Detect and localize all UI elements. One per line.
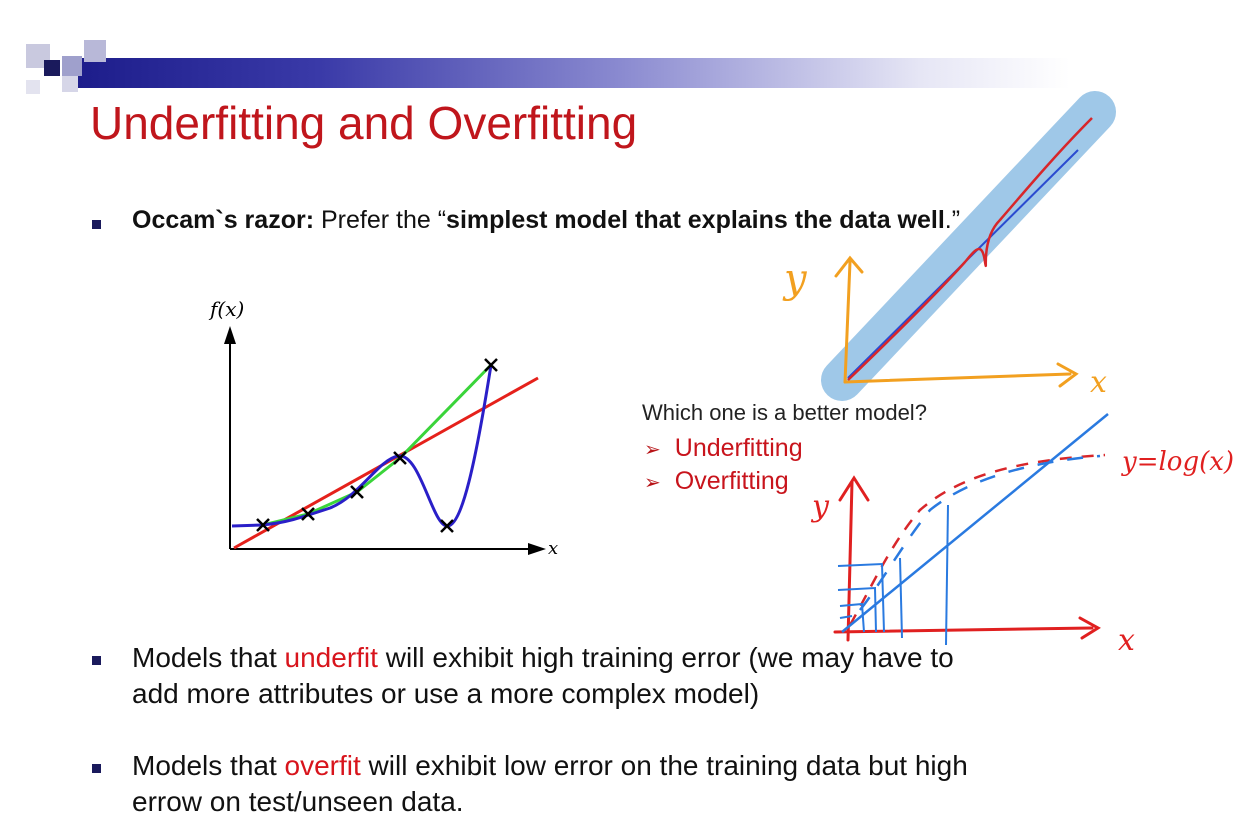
sketch-bottom-blue-line [842,414,1108,632]
sketch-bottom-x-label: x [1118,623,1135,658]
sketch-log-label: y=log(x) [1122,447,1235,477]
sketch-top-y-label: y [784,256,807,302]
slide-title: Underfitting and Overfitting [90,97,638,149]
highlighter-stroke [842,112,1095,380]
overfit-highlight: overfit [284,750,361,781]
arrow-right-icon: ➢ [644,439,661,461]
underfit-bullet-line2: add more attributes or use a more complex model) [132,678,760,709]
bullet-text-post: will exhibit high training error (we may have to [377,642,954,673]
sketch-bottom-y-label: y [812,489,829,524]
occam-label: Occam`s razor: [132,206,315,234]
overfit-bullet-line1 [132,748,968,784]
sketch-top-x-label: x [1090,365,1107,400]
sketch-log-curve [850,455,1105,625]
underfit-bullet-line1 [132,640,954,676]
occam-suffix: .” [944,206,961,234]
underfit-bullet-text [132,640,954,712]
question-text: Which one is a better model? [642,400,927,425]
overfit-bullet-line2: errow on test/unseen data. [132,786,464,817]
occam-bold: simplest model that explains the data well [446,206,945,234]
bullet-marker [92,656,101,665]
underfit-highlight: underfit [284,642,378,673]
sketch-bottom-x-axis [835,618,1098,638]
bullet-marker [92,764,101,773]
arrow-right-icon: ➢ [644,472,661,494]
option-label: Overfitting [674,467,789,495]
figure-xlabel: x [548,538,559,559]
overfit-bullet-text [132,748,968,820]
figure-ylabel: f(x) [210,297,245,321]
option-label: Underfitting [674,434,803,462]
bullet-text-pre: Models that [132,642,285,673]
occam-prefix: Prefer the “ [320,206,447,234]
bullet-text-pre: Models that [132,750,285,781]
bullet-text-post: will exhibit low error on the training data but high [360,750,968,781]
sketch-bottom-grid [838,505,948,645]
